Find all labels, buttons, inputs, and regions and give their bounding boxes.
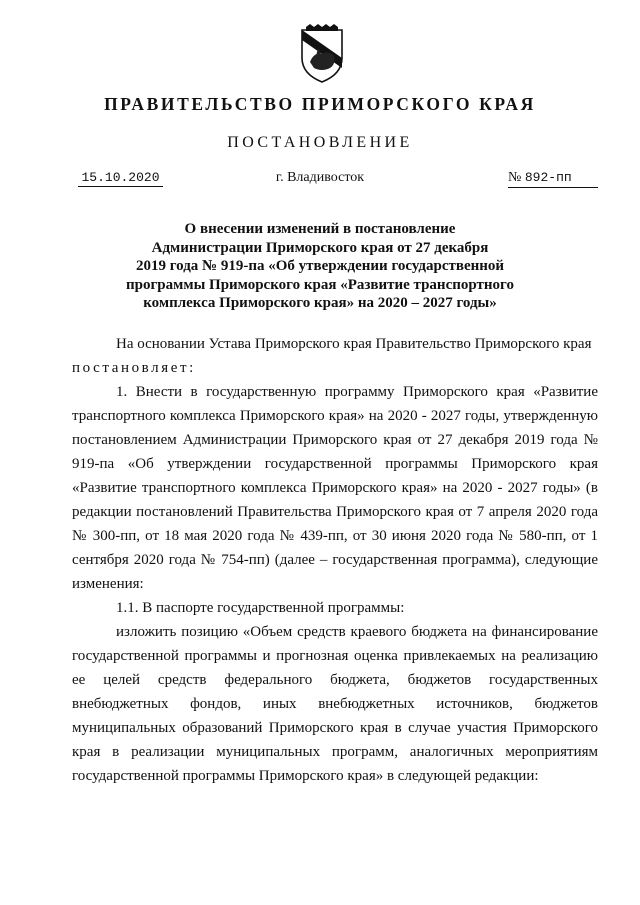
heading-line: 2019 года № 919-па «Об утверждении государственной [135,258,505,275]
document-heading [100,220,540,313]
heading-line: комплекса Приморского края» на 2020 – 2027 годы» [143,295,497,312]
document-number-value: 892-пп [524,170,572,185]
document-date: 15.10.2020 [78,170,163,187]
heading-line: программы Приморского края «Развитие транспортного [126,276,514,293]
heading-line: Администрации Приморского края от 27 декабря [151,239,489,256]
document-city: г. Владивосток [275,170,365,185]
document-type: ПОСТАНОВЛЕНИЕ [227,134,413,151]
paragraph-item-1-1: 1.1. В паспорте государственной программы: [116,600,405,616]
paragraph-basis-text: На основании Устава Приморского края Правительство Приморского края [116,336,592,352]
resolves-word: постановляет: [72,360,196,376]
paragraph-basis [72,332,598,380]
heading-line: О внесении изменений в постановление [184,221,456,237]
organization-title: ПРАВИТЕЛЬСТВО ПРИМОРСКОГО КРАЯ [104,94,536,114]
document-number [508,170,598,188]
document-number-prefix: № [508,170,522,185]
paragraph-item-1: 1. Внести в государственную программу Приморского края «Развитие транспортного комплекса Приморского края» на 2020 - 2027 годы, утвержденную постановлением Администрации Приморского края от 27 декабря 2019 года № 919-па «Об утверждении государственной программы Приморского края «Развитие транспортного комплекса Приморского края» на 2020 - 2027 годы» (в редакции постановлений Правительства Приморского края от 7 апреля 2020 года № 300-пп, от 18 мая 2020 года № 439-пп, от 30 июня 2020 года № 580-пп, от 1 сентября 2020 года № 754-пп) (далее – государственная программа), следующие изменения: [72,384,598,592]
coat-of-arms-icon [298,24,346,84]
paragraph-position-text: изложить позицию «Объем средств краевого бюджета на финансирование государственной программы и прогнозная оценка привлекаемых на реализацию ее целей средств федерального бюджета, бюджетов государственных внебюджетных фондов, иных внебюджетных источников, бюджетов муниципальных образований Приморского края в случае участия Приморского края в реализации муниципальных программ, аналогичных мероприятиям государственной программы Приморского края» в следующей редакции: [72,624,598,784]
document-body [72,332,598,788]
